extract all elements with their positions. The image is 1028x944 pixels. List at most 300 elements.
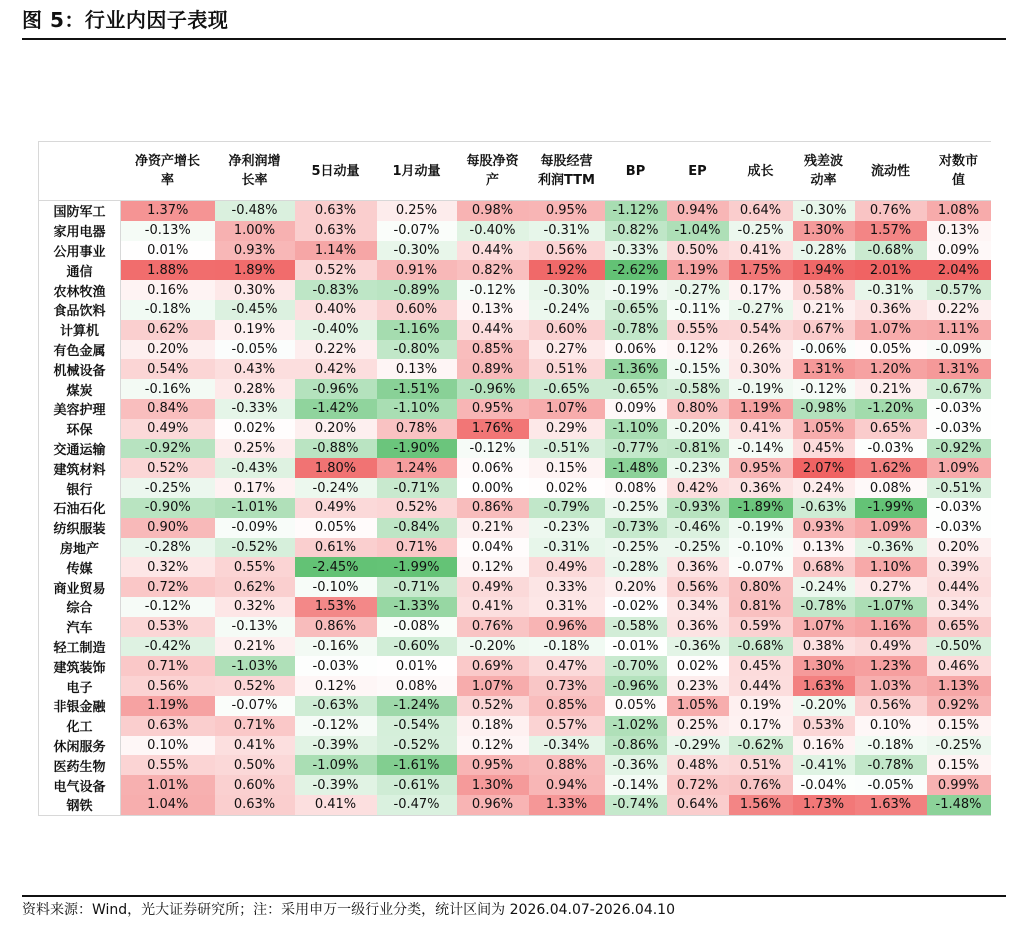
heatmap-cell: -0.19% xyxy=(729,379,793,399)
table-row xyxy=(39,320,991,340)
heatmap-cell: 0.84% xyxy=(121,399,215,419)
heatmap-cell: -1.36% xyxy=(605,359,667,379)
heatmap-cell: 0.52% xyxy=(215,676,295,696)
heatmap-cell: 0.01% xyxy=(121,241,215,261)
industry-label: 农林牧渔 xyxy=(39,280,121,300)
heatmap-cell: -0.33% xyxy=(215,399,295,419)
heatmap-cell: 0.52% xyxy=(295,260,377,280)
heatmap-cell: 0.32% xyxy=(121,557,215,577)
heatmap-cell: 0.65% xyxy=(855,419,927,439)
heatmap-cell: -0.41% xyxy=(793,755,855,775)
heatmap-cell: -0.78% xyxy=(855,755,927,775)
heatmap-cell: 2.04% xyxy=(927,260,991,280)
table-row xyxy=(39,221,991,241)
heatmap-cell: -0.03% xyxy=(927,399,991,419)
column-header xyxy=(927,142,991,201)
heatmap-cell: 0.63% xyxy=(295,221,377,241)
heatmap-cell: 1.80% xyxy=(295,458,377,478)
heatmap-cell: -0.27% xyxy=(729,300,793,320)
heatmap-cell: -1.10% xyxy=(605,419,667,439)
heatmap-cell: 1.75% xyxy=(729,260,793,280)
heatmap-cell: 0.36% xyxy=(667,557,729,577)
heatmap-cell: 0.12% xyxy=(457,557,529,577)
table-row xyxy=(39,478,991,498)
heatmap-cell: -0.12% xyxy=(295,716,377,736)
heatmap-cell: 0.60% xyxy=(529,320,605,340)
heatmap-cell: 1.00% xyxy=(215,221,295,241)
heatmap-cell: -0.25% xyxy=(605,538,667,558)
heatmap-cell: 0.80% xyxy=(667,399,729,419)
heatmap-cell: -0.31% xyxy=(855,280,927,300)
industry-label: 电气设备 xyxy=(39,775,121,795)
table-row xyxy=(39,201,991,221)
heatmap-cell: -0.58% xyxy=(667,379,729,399)
heatmap-cell: -0.42% xyxy=(121,637,215,657)
heatmap-cell: 0.53% xyxy=(793,716,855,736)
heatmap-cell: 0.19% xyxy=(729,696,793,716)
heatmap-cell: 0.02% xyxy=(667,656,729,676)
heatmap-cell: -0.25% xyxy=(121,478,215,498)
industry-label: 机械设备 xyxy=(39,359,121,379)
industry-label: 医药生物 xyxy=(39,755,121,775)
heatmap-cell: 0.95% xyxy=(457,755,529,775)
heatmap-cell: 0.85% xyxy=(529,696,605,716)
heatmap-cell: 1.92% xyxy=(529,260,605,280)
heatmap-cell: -0.45% xyxy=(215,300,295,320)
heatmap-cell: -0.16% xyxy=(121,379,215,399)
heatmap-cell: 0.09% xyxy=(927,241,991,261)
heatmap-cell: -0.80% xyxy=(377,340,457,360)
heatmap-cell: -0.14% xyxy=(605,775,667,795)
heatmap-cell: 0.76% xyxy=(729,775,793,795)
heatmap-cell: -0.12% xyxy=(121,597,215,617)
heatmap-cell: 0.62% xyxy=(215,577,295,597)
heatmap-cell: 0.56% xyxy=(529,241,605,261)
heatmap-cell: 0.21% xyxy=(793,300,855,320)
heatmap-cell: -0.24% xyxy=(529,300,605,320)
industry-label: 计算机 xyxy=(39,320,121,340)
heatmap-cell: -0.18% xyxy=(121,300,215,320)
heatmap-cell: 2.01% xyxy=(855,260,927,280)
industry-label: 汽车 xyxy=(39,617,121,637)
column-header xyxy=(121,142,215,201)
heatmap-cell: 0.27% xyxy=(529,340,605,360)
table-row xyxy=(39,241,991,261)
heatmap-cell: -0.74% xyxy=(605,795,667,815)
industry-label: 商业贸易 xyxy=(39,577,121,597)
heatmap-cell: 0.60% xyxy=(215,775,295,795)
industry-label: 休闲服务 xyxy=(39,736,121,756)
industry-label: 房地产 xyxy=(39,538,121,558)
heatmap-cell: 0.13% xyxy=(793,538,855,558)
heatmap-cell: 0.36% xyxy=(855,300,927,320)
heatmap-cell: 1.08% xyxy=(927,201,991,221)
header-corner xyxy=(39,142,121,201)
table-row xyxy=(39,617,991,637)
heatmap-cell: -0.50% xyxy=(927,637,991,657)
heatmap-cell: 0.89% xyxy=(457,359,529,379)
heatmap-cell: -0.96% xyxy=(605,676,667,696)
table-row xyxy=(39,280,991,300)
heatmap-cell: 0.25% xyxy=(377,201,457,221)
heatmap-cell: 0.15% xyxy=(927,755,991,775)
heatmap-cell: 0.88% xyxy=(529,755,605,775)
heatmap-cell: -0.92% xyxy=(121,439,215,459)
heatmap-cell: 0.01% xyxy=(377,656,457,676)
heatmap-cell: 0.34% xyxy=(927,597,991,617)
table-row xyxy=(39,359,991,379)
heatmap-cell: 0.80% xyxy=(729,577,793,597)
heatmap-cell: 1.10% xyxy=(855,557,927,577)
heatmap-cell: 1.07% xyxy=(457,676,529,696)
source-note: 资料来源：Wind，光大证券研究所；注：采用申万一级行业分类，统计区间为 2026.04.07-2026.04.10 xyxy=(22,902,676,918)
heatmap-cell: 1.89% xyxy=(215,260,295,280)
heatmap-cell: 0.67% xyxy=(793,320,855,340)
heatmap-cell: -0.68% xyxy=(855,241,927,261)
heatmap-cell: 0.06% xyxy=(605,340,667,360)
heatmap-cell: 0.33% xyxy=(529,577,605,597)
industry-label: 公用事业 xyxy=(39,241,121,261)
heatmap-cell: -1.12% xyxy=(605,201,667,221)
table-row xyxy=(39,557,991,577)
heatmap-cell: -1.07% xyxy=(855,597,927,617)
heatmap-cell: -0.23% xyxy=(667,458,729,478)
heatmap-cell: 1.07% xyxy=(793,617,855,637)
heatmap-cell: 0.25% xyxy=(215,439,295,459)
heatmap-cell: -0.71% xyxy=(377,478,457,498)
column-header-line: 动率 xyxy=(810,173,837,188)
heatmap-cell: -0.03% xyxy=(295,656,377,676)
heatmap-cell: -0.07% xyxy=(215,696,295,716)
heatmap-cell: -0.30% xyxy=(529,280,605,300)
heatmap-cell: 0.50% xyxy=(667,241,729,261)
heatmap-cell: 0.44% xyxy=(927,577,991,597)
heatmap-cell: 0.81% xyxy=(729,597,793,617)
heatmap-cell: -0.33% xyxy=(605,241,667,261)
heatmap-cell: 0.78% xyxy=(377,419,457,439)
heatmap-cell: 0.63% xyxy=(295,201,377,221)
table-row xyxy=(39,260,991,280)
heatmap-cell: -0.36% xyxy=(605,755,667,775)
heatmap-cell: -0.96% xyxy=(457,379,529,399)
heatmap-cell: 0.86% xyxy=(457,498,529,518)
heatmap-cell: 1.76% xyxy=(457,419,529,439)
heatmap-cell: 0.31% xyxy=(529,597,605,617)
heatmap-cell: 0.63% xyxy=(215,795,295,815)
heatmap-cell: 0.55% xyxy=(667,320,729,340)
heatmap-cell: 0.95% xyxy=(529,201,605,221)
heatmap-cell: -0.01% xyxy=(605,637,667,657)
table-row xyxy=(39,597,991,617)
industry-label: 煤炭 xyxy=(39,379,121,399)
heatmap-cell: 0.93% xyxy=(215,241,295,261)
heatmap-cell: 0.94% xyxy=(667,201,729,221)
heatmap-cell: 0.41% xyxy=(729,241,793,261)
heatmap-cell: 0.57% xyxy=(529,716,605,736)
industry-label: 建筑装饰 xyxy=(39,656,121,676)
heatmap-cell: 0.58% xyxy=(793,280,855,300)
heatmap-cell: 0.56% xyxy=(855,696,927,716)
header-row xyxy=(39,142,991,201)
heatmap-cell: -0.20% xyxy=(793,696,855,716)
heatmap-cell: -0.30% xyxy=(793,201,855,221)
heatmap-cell: -0.65% xyxy=(605,300,667,320)
industry-label: 通信 xyxy=(39,260,121,280)
column-header xyxy=(529,142,605,201)
heatmap-cell: -0.25% xyxy=(667,538,729,558)
heatmap-cell: 1.14% xyxy=(295,241,377,261)
heatmap-cell: 0.21% xyxy=(855,379,927,399)
heatmap-cell: -0.14% xyxy=(729,439,793,459)
heatmap-cell: 0.13% xyxy=(457,300,529,320)
heatmap-cell: 0.54% xyxy=(729,320,793,340)
heatmap-cell: 0.36% xyxy=(729,478,793,498)
heatmap-cell: 0.08% xyxy=(377,676,457,696)
heatmap-cell: -1.03% xyxy=(215,656,295,676)
heatmap-cell: 0.27% xyxy=(855,577,927,597)
heatmap-cell: 0.41% xyxy=(729,419,793,439)
heatmap-cell: 1.57% xyxy=(855,221,927,241)
heatmap-cell: 0.49% xyxy=(457,577,529,597)
heatmap-cell: -0.70% xyxy=(605,656,667,676)
heatmap-cell: -0.36% xyxy=(855,538,927,558)
column-header-line: 率 xyxy=(160,173,174,188)
heatmap-cell: -0.47% xyxy=(377,795,457,815)
heatmap-cell: 0.52% xyxy=(121,458,215,478)
heatmap-cell: 0.49% xyxy=(121,419,215,439)
heatmap-cell: -0.03% xyxy=(927,498,991,518)
heatmap-cell: 0.43% xyxy=(215,359,295,379)
heatmap-cell: 0.08% xyxy=(605,478,667,498)
heatmap-cell: 0.59% xyxy=(729,617,793,637)
title-divider xyxy=(22,38,1006,40)
heatmap-cell: 0.76% xyxy=(457,617,529,637)
table-row xyxy=(39,458,991,478)
column-header-line: 利润TTM xyxy=(538,173,595,188)
heatmap-cell: -0.25% xyxy=(729,221,793,241)
heatmap-cell: 0.16% xyxy=(793,736,855,756)
heatmap-cell: -0.05% xyxy=(855,775,927,795)
table-row xyxy=(39,439,991,459)
heatmap-cell: 0.60% xyxy=(377,300,457,320)
heatmap-cell: 1.30% xyxy=(457,775,529,795)
heatmap-cell: 0.19% xyxy=(215,320,295,340)
heatmap-cell: 0.42% xyxy=(295,359,377,379)
heatmap-cell: -0.24% xyxy=(295,478,377,498)
heatmap-cell: -0.61% xyxy=(377,775,457,795)
heatmap-cell: -0.20% xyxy=(457,637,529,657)
column-header-line: 1月动量 xyxy=(392,163,441,179)
heatmap-cell: -0.18% xyxy=(855,736,927,756)
heatmap-cell: 0.05% xyxy=(855,340,927,360)
industry-label: 食品饮料 xyxy=(39,300,121,320)
heatmap-cell: -0.36% xyxy=(667,637,729,657)
heatmap-cell: 0.71% xyxy=(215,716,295,736)
heatmap-cell: 0.45% xyxy=(793,439,855,459)
heatmap-cell: 1.19% xyxy=(667,260,729,280)
heatmap-cell: -0.52% xyxy=(215,538,295,558)
heatmap-cell: 0.20% xyxy=(605,577,667,597)
heatmap-cell: -0.89% xyxy=(377,280,457,300)
heatmap-cell: -0.19% xyxy=(729,518,793,538)
heatmap-cell: 0.51% xyxy=(729,755,793,775)
heatmap-cell: 0.64% xyxy=(729,201,793,221)
heatmap-cell: -0.40% xyxy=(295,320,377,340)
heatmap-cell: -0.18% xyxy=(529,637,605,657)
heatmap-cell: -0.12% xyxy=(457,280,529,300)
heatmap-cell: 0.36% xyxy=(667,617,729,637)
heatmap-cell: 1.37% xyxy=(121,201,215,221)
heatmap-cell: 1.04% xyxy=(121,795,215,815)
heatmap-cell: -1.48% xyxy=(605,458,667,478)
heatmap-cell: 2.07% xyxy=(793,458,855,478)
heatmap-cell: -0.10% xyxy=(729,538,793,558)
heatmap-cell: -1.89% xyxy=(729,498,793,518)
heatmap-cell: 0.91% xyxy=(377,260,457,280)
heatmap-cell: 0.23% xyxy=(667,676,729,696)
heatmap-cell: 1.11% xyxy=(927,320,991,340)
heatmap-cell: 0.39% xyxy=(927,557,991,577)
heatmap-cell: -0.03% xyxy=(927,518,991,538)
heatmap-cell: 0.51% xyxy=(529,359,605,379)
column-header-line: 长率 xyxy=(241,173,268,188)
heatmap-cell: -1.33% xyxy=(377,597,457,617)
heatmap-cell: 0.63% xyxy=(121,716,215,736)
industry-label: 轻工制造 xyxy=(39,637,121,657)
heatmap-cell: -0.07% xyxy=(377,221,457,241)
heatmap-cell: 0.13% xyxy=(377,359,457,379)
table-row xyxy=(39,379,991,399)
heatmap-cell: 0.44% xyxy=(457,320,529,340)
heatmap-cell: 0.56% xyxy=(667,577,729,597)
column-header xyxy=(605,142,667,201)
heatmap-cell: -0.60% xyxy=(377,637,457,657)
industry-label: 交通运输 xyxy=(39,439,121,459)
column-header-line: 每股经营 xyxy=(540,154,593,169)
heatmap-cell: 0.13% xyxy=(927,221,991,241)
heatmap-cell: -0.82% xyxy=(605,221,667,241)
heatmap-cell: -1.04% xyxy=(667,221,729,241)
heatmap-cell: 0.49% xyxy=(295,498,377,518)
heatmap-cell: -0.29% xyxy=(667,736,729,756)
heatmap-cell: 0.21% xyxy=(457,518,529,538)
column-header xyxy=(667,142,729,201)
heatmap-cell: 0.16% xyxy=(121,280,215,300)
industry-label: 国防军工 xyxy=(39,201,121,221)
table-row xyxy=(39,736,991,756)
heatmap-cell: 1.56% xyxy=(729,795,793,815)
heatmap-cell: -0.40% xyxy=(457,221,529,241)
heatmap-cell: 0.44% xyxy=(457,241,529,261)
heatmap-cell: 0.47% xyxy=(529,656,605,676)
heatmap-cell: 0.20% xyxy=(121,340,215,360)
industry-label: 非银金融 xyxy=(39,696,121,716)
heatmap-cell: 1.62% xyxy=(855,458,927,478)
heatmap-cell: -0.65% xyxy=(529,379,605,399)
table-row xyxy=(39,775,991,795)
heatmap-cell: -0.98% xyxy=(793,399,855,419)
column-header xyxy=(215,142,295,201)
heatmap-cell: 0.12% xyxy=(295,676,377,696)
heatmap-cell: 0.20% xyxy=(927,538,991,558)
heatmap-cell: -0.07% xyxy=(729,557,793,577)
table-row xyxy=(39,419,991,439)
heatmap-cell: -0.30% xyxy=(377,241,457,261)
heatmap-cell: 0.73% xyxy=(529,676,605,696)
heatmap-cell: -0.28% xyxy=(121,538,215,558)
industry-label: 建筑材料 xyxy=(39,458,121,478)
heatmap-cell: -0.96% xyxy=(295,379,377,399)
heatmap-cell: 1.07% xyxy=(855,320,927,340)
heatmap-cell: 0.22% xyxy=(295,340,377,360)
heatmap-cell: -0.52% xyxy=(377,736,457,756)
heatmap-cell: -0.06% xyxy=(793,340,855,360)
heatmap-cell: 0.09% xyxy=(605,399,667,419)
heatmap-cell: -1.42% xyxy=(295,399,377,419)
heatmap-cell: -0.63% xyxy=(295,696,377,716)
heatmap-cell: -0.34% xyxy=(529,736,605,756)
heatmap-cell: 0.29% xyxy=(529,419,605,439)
heatmap-cell: 0.85% xyxy=(457,340,529,360)
heatmap-cell: 0.82% xyxy=(457,260,529,280)
heatmap-cell: 0.00% xyxy=(457,478,529,498)
heatmap-cell: 0.28% xyxy=(215,379,295,399)
heatmap-cell: -0.63% xyxy=(793,498,855,518)
heatmap-cell: 0.52% xyxy=(377,498,457,518)
heatmap-cell: 0.34% xyxy=(667,597,729,617)
heatmap-cell: 0.72% xyxy=(667,775,729,795)
heatmap-cell: -0.51% xyxy=(529,439,605,459)
heatmap-cell: 0.26% xyxy=(729,340,793,360)
heatmap-cell: -1.90% xyxy=(377,439,457,459)
heatmap-cell: 0.30% xyxy=(729,359,793,379)
heatmap-cell: 0.22% xyxy=(927,300,991,320)
heatmap-cell: -0.31% xyxy=(529,538,605,558)
heatmap-cell: 0.10% xyxy=(855,716,927,736)
heatmap-cell: -1.16% xyxy=(377,320,457,340)
column-header xyxy=(729,142,793,201)
heatmap-cell: 1.05% xyxy=(667,696,729,716)
heatmap-cell: 0.95% xyxy=(729,458,793,478)
heatmap-cell: 1.09% xyxy=(855,518,927,538)
heatmap-cell: 0.55% xyxy=(121,755,215,775)
heatmap-cell: -0.46% xyxy=(667,518,729,538)
heatmap-cell: -0.48% xyxy=(215,201,295,221)
heatmap-cell: 0.48% xyxy=(667,755,729,775)
heatmap-cell: -2.45% xyxy=(295,557,377,577)
heatmap-cell: 1.63% xyxy=(793,676,855,696)
heatmap-cell: 0.40% xyxy=(295,300,377,320)
heatmap-cell: -0.39% xyxy=(295,775,377,795)
heatmap-cell: 0.12% xyxy=(667,340,729,360)
heatmap-cell: -0.51% xyxy=(927,478,991,498)
heatmap-cell: -0.12% xyxy=(457,439,529,459)
heatmap-cell: -0.86% xyxy=(605,736,667,756)
table-row xyxy=(39,716,991,736)
heatmap-cell: 1.23% xyxy=(855,656,927,676)
heatmap-cell: 0.95% xyxy=(457,399,529,419)
heatmap-cell: 0.15% xyxy=(529,458,605,478)
heatmap-cell: 0.56% xyxy=(121,676,215,696)
heatmap-cell: -0.88% xyxy=(295,439,377,459)
heatmap-cell: -0.10% xyxy=(295,577,377,597)
heatmap-cell: 0.20% xyxy=(295,419,377,439)
table-row xyxy=(39,538,991,558)
heatmap-cell: -1.09% xyxy=(295,755,377,775)
heatmap-cell: 0.49% xyxy=(529,557,605,577)
heatmap-cell: 0.04% xyxy=(457,538,529,558)
heatmap-cell: 0.93% xyxy=(793,518,855,538)
